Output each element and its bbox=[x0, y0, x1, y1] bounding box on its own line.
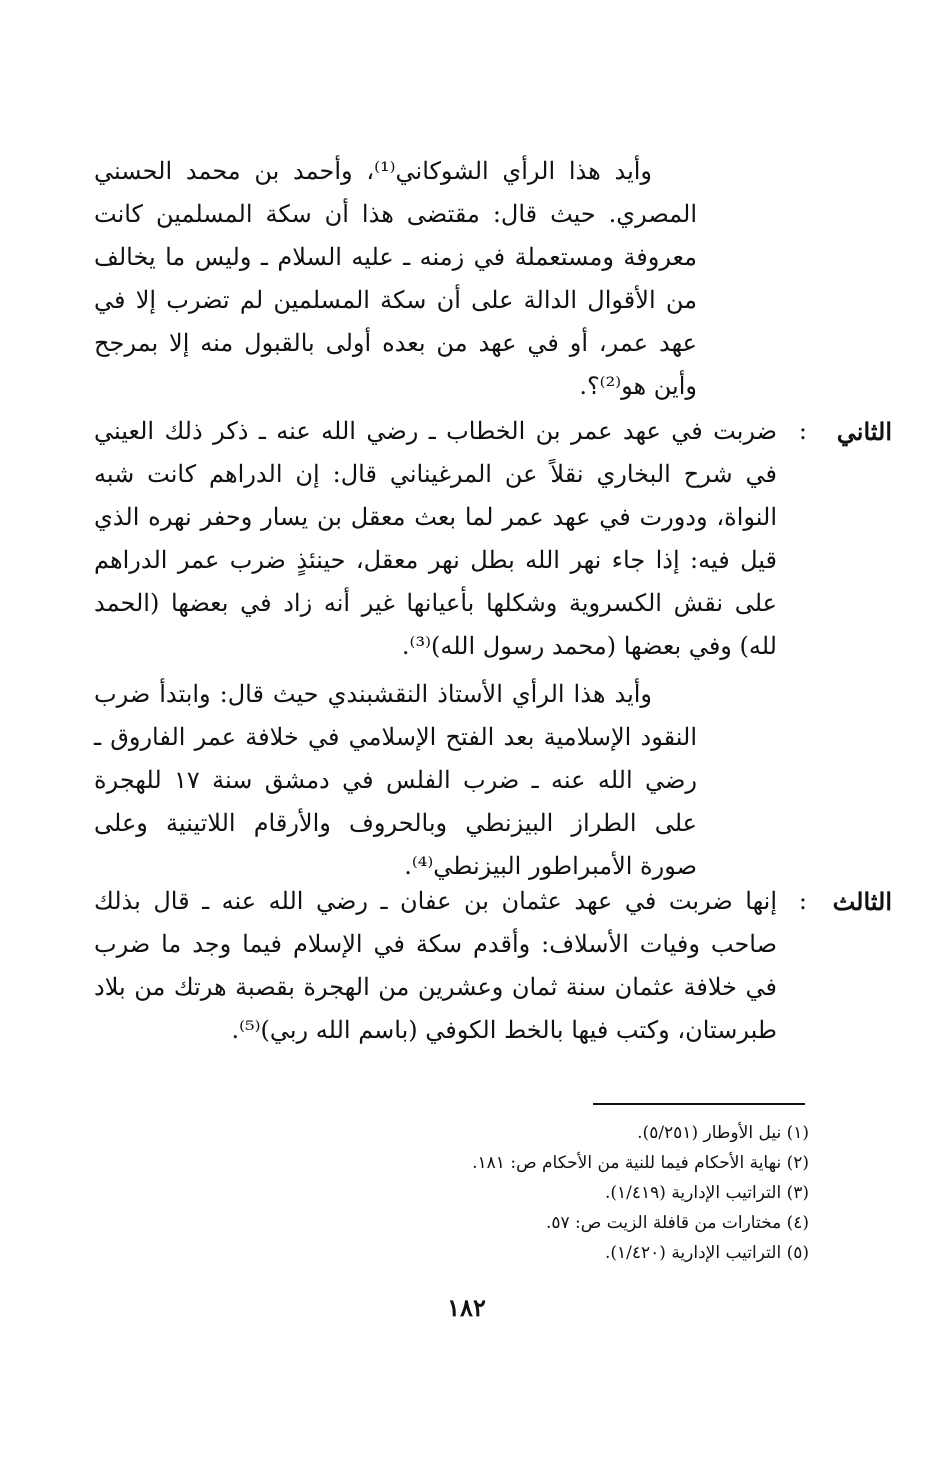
opinion-second-label: الثاني bbox=[836, 417, 892, 446]
footnote-4: (٤) مختارات من قافلة الزيت ص: ٥٧. bbox=[545, 1213, 809, 1233]
opinion-second bbox=[94, 410, 892, 668]
paragraph-shawkani: وأيد هذا الرأي الشوكاني⁽¹⁾، وأحمد بن محمد الحسني المصري. حيث قال: مقتضى هذا أن سكة المسلمين كانت معروفة ومستعملة في زمنه ـ عليه السلام ـ وليس ما يخالف من الأقوال الدالة على أن سكة المسلمين لم تضرب إلا في عهد عمر، أو في عهد من بعده أولى بالقبول منه إلا بمرجح وأين هو⁽²⁾؟. bbox=[94, 157, 697, 400]
page-number: ١٨٢ bbox=[447, 1293, 486, 1322]
footnotes bbox=[200, 1118, 809, 1268]
footnote-separator bbox=[593, 1103, 805, 1105]
opinion-second-text: ضربت في عهد عمر بن الخطاب ـ رضي الله عنه ـ ذكر ذلك العيني في شرح البخاري نقلاً عن المرغيناني قال: إن الدراهم كانت شبه النواة، ودورت في عهد عمر لما بعث معقل بن يسار وحفر نهره الذي قيل فيه: إذا جاء نهر الله بطل نهر معقل، حينئذٍ ضرب عمر الدراهم على نقش الكسروية وشكلها بأعيانها غير أنه زاد في بعضها (الحمد لله) وفي بعضها (محمد رسول الله)⁽³⁾. bbox=[94, 417, 778, 660]
footnote-1: (١) نيل الأوطار (٥/٢٥١). bbox=[637, 1123, 809, 1143]
opinion-second-colon: : bbox=[798, 417, 807, 445]
opinion-third-text: إنها ضربت في عهد عثمان بن عفان ـ رضي الله عنه ـ قال بذلك صاحب وفيات الأسلاف: وأقدم سكة في الإسلام فيما وجد ما ضرب في خلافة عثمان سنة ثمان وعشرين من الهجرة بقصبة هرتك من بلاد طبرستان، وكتب فيها بالخط الكوفي (باسم الله ربي)⁽⁵⁾. bbox=[94, 887, 777, 1044]
footnote-3: (٣) التراتيب الإدارية (١/٤١٩). bbox=[604, 1183, 809, 1203]
opinion-third-label: الثالث bbox=[832, 887, 892, 916]
footnote-5: (٥) التراتيب الإدارية (١/٤٢٠). bbox=[604, 1243, 809, 1263]
paragraph-naqshbandi: وأيد هذا الرأي الأستاذ النقشبندي حيث قال: وابتدأ ضرب النقود الإسلامية بعد الفتح الإسلامي في خلافة عمر الفاروق ـ رضي الله عنه ـ ضرب الفلس في دمشق سنة ١٧ للهجرة على الطراز البيزنطي وبالحروف والأرقام اللاتينية وعلى صورة الأمبراطور البيزنطي⁽⁴⁾. bbox=[94, 680, 697, 880]
footnote-2: (٢) نهاية الأحكام فيما للنية من الأحكام ص: ١٨١. bbox=[472, 1153, 809, 1173]
opinion-third-colon: : bbox=[798, 887, 807, 915]
opinion-third bbox=[94, 880, 892, 1052]
